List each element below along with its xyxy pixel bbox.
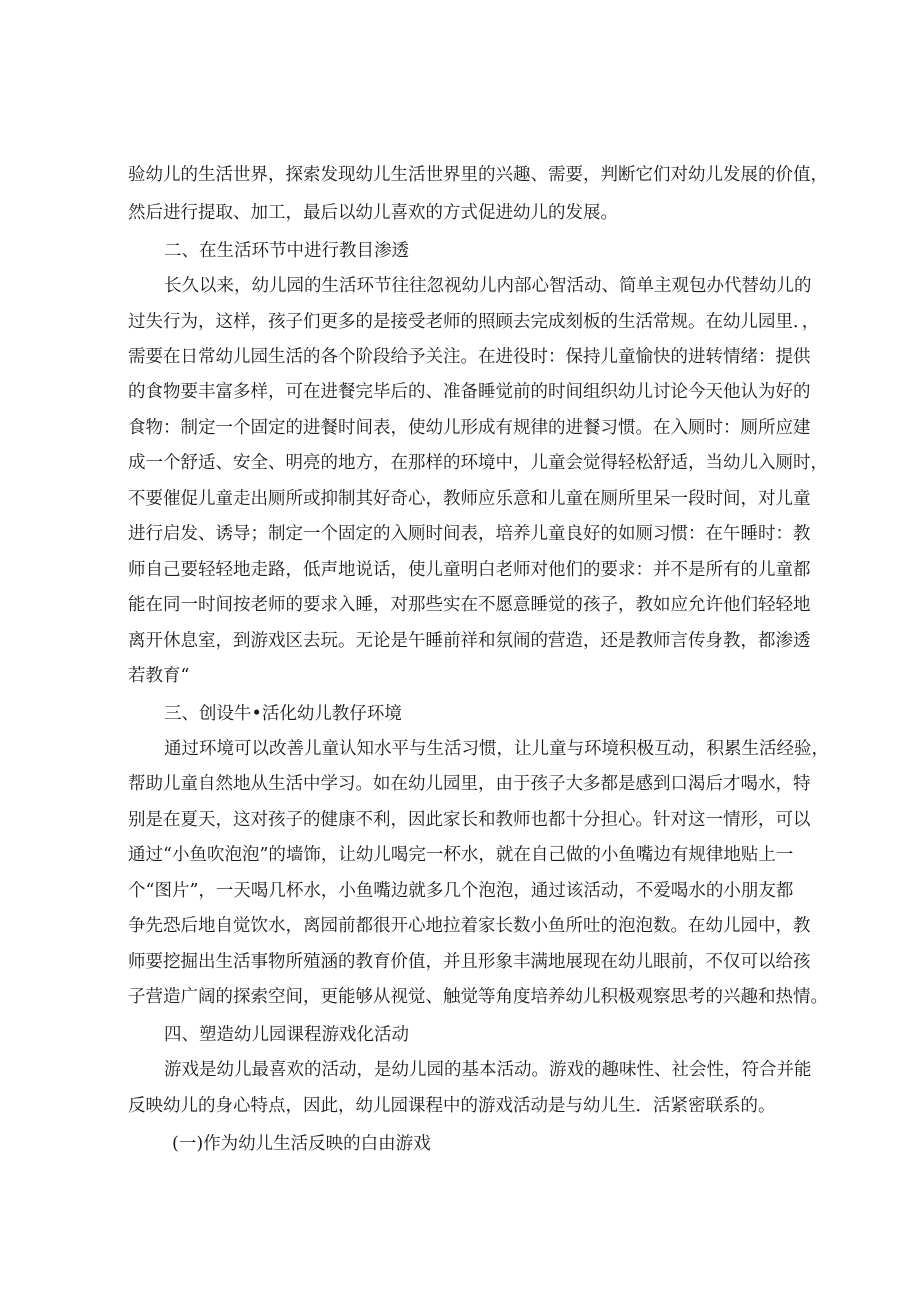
subsection-heading: (一)作为幼儿生活反映的白由游戏 [172,1134,431,1154]
text-line: 争先恐后地自觉饮水，离园前都很开心地拉着家长数小鱼所吐的泡泡数。在幼儿园中，教 [128,916,811,936]
text-line: 过失行为，这样，孩子们更多的是接受老师的照顾去完成刻板的生活常规。在幼儿园里．， [128,312,820,332]
text-line: 食物：制定一个固定的进餐时间表，使幼儿形成有规律的进餐习惯。在入厕时：厕所应建 [128,418,811,438]
text-line: 帮助儿童自然地从生活中学习。如在幼儿园里，由于孩子大多都是感到口渴后才喝水，特 [128,774,811,794]
text-line: 子营造广阔的探索空间，更能够从视觉、触觉等角度培养幼儿积极观察思考的兴趣和热情。 [128,987,828,1007]
text-line: 反映幼儿的身心特点，因此，幼儿园课程中的游戏活动是与幼儿生．活紧密联系的。 [128,1096,776,1116]
text-line: 不要催促儿童走出厕所或抑制其好奇心，教师应乐意和儿童在厕所里呆一段时间，对儿童 [128,489,811,509]
text-line: 然后进行提取、加工，最后以幼儿喜欢的方式促进幼儿的发展。 [128,203,618,223]
section-heading: 二、在生活环节中进行教目渗透 [164,241,409,261]
text-line: 师要挖掘出生活事物所殖涵的教育价值，并且形象丰满地展现在幼儿眼前，不仅可以给孩 [128,952,811,972]
text-line: 若教育“ [128,666,190,686]
text-line: 别是在夏天，这对孩子的健康不利，因此家长和教师也都十分担心。针对这一情形，可以 [128,810,811,830]
text-line: 通过环境可以改善儿童认知水平与生活习惯，让儿童与环境积极互动，积累生活经验， [164,739,829,759]
text-line: 成一个舒适、安全、明亮的地方，在那样的环境中，儿童会觉得轻松舒适，当幼儿入厕时， [128,453,828,473]
text-line: 验幼儿的生活世界，探索发现幼儿生活世界里的兴趣、需要，判断它们对幼儿发展的价值， [128,165,828,185]
text-line: 的食物要丰富多样，可在进餐完毕后的、准备睡觉前的时间组织幼儿讨论今天他认为好的 [128,382,811,402]
text-line: 游戏是幼儿最喜欢的活动，是幼儿园的基本活动。游戏的趣味性、社会性，符合并能 [164,1060,812,1080]
text-line: 能在同一时间按老师的要求入睡，对那些实在不愿意睡觉的孩子，教如应允许他们轻轻地 [128,595,811,615]
text-line: 个“图片”，一天喝几杯水，小鱼嘴边就多几个泡泡，通过该活动，不爱喝水的小朋友都 [128,881,794,901]
text-line: 长久以来，幼儿园的生活环节往往忽视幼儿内部心智活动、简单主观包办代替幼儿的 [164,276,812,296]
text-line: 离开休息室，到游戏区去玩。无论是午睡前祥和氛闹的营造，还是教师言传身教，都渗透 [128,631,811,651]
text-line: 通过“小鱼吹泡泡”的墙饰，让幼儿喝完一杯水，就在自己做的小鱼嘴边有规律地贴上一 [128,845,794,865]
text-line: 师自己要轻轻地走路，低声地说话，使儿童明白老师对他们的要求：并不是所有的儿童都 [128,560,811,580]
section-heading: 三、创设牛•活化幼儿教仔环境 [164,704,402,724]
section-heading: 四、塑造幼儿园课程游戏化活动 [164,1025,409,1045]
text-line: 进行启发、诱导；制定一个固定的入厕时间表，培养儿童良好的如厕习惯：在午睡时：教 [128,524,811,544]
text-line: 需要在日常幼儿园生活的各个阶段给予关注。在进役时：保持儿童愉快的进转情绪：提供 [128,347,811,367]
